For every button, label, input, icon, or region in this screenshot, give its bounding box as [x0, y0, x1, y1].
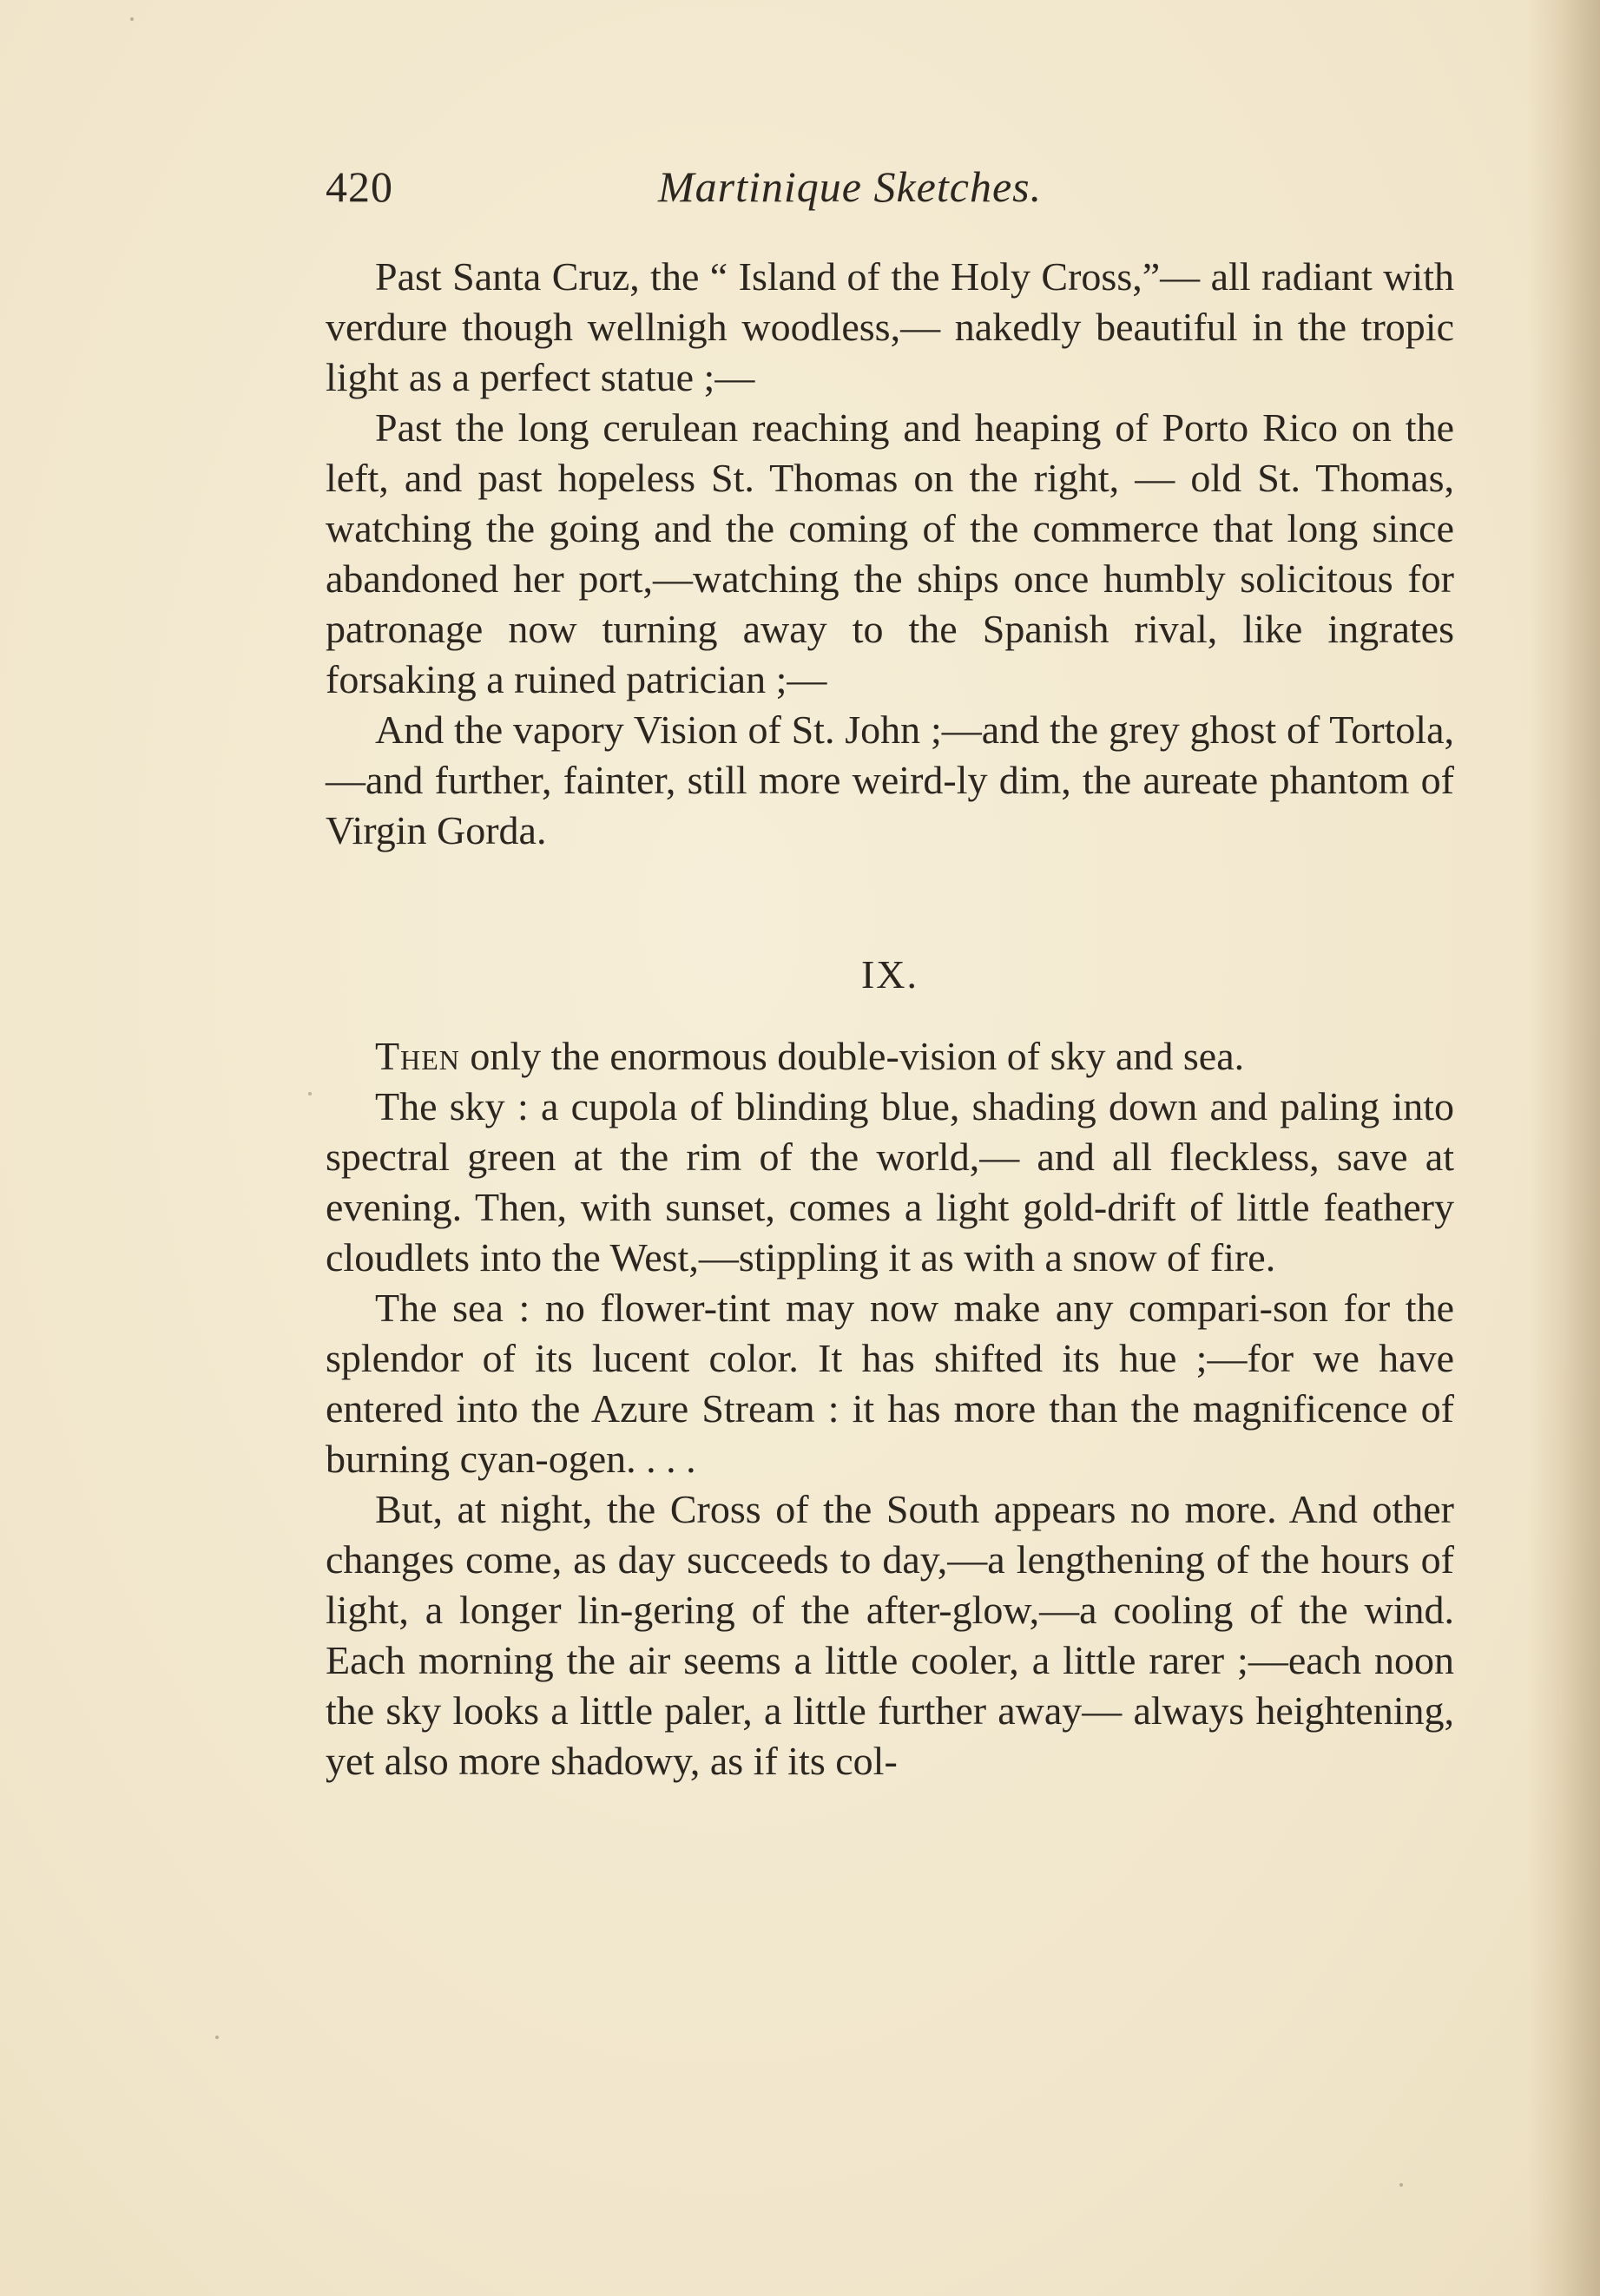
paragraph-double-vision	[326, 1031, 1454, 1082]
paragraph-double-vision-text: only the enormous double-vision of sky and sea.	[459, 1034, 1245, 1078]
section-heading: IX.	[860, 952, 919, 997]
paper-speck	[130, 17, 134, 21]
book-title: Martinique Sketches.	[658, 162, 1043, 211]
paragraph-st-john: And the vapory Vision of St. John ;—and the grey ghost of Tortola,—and further, fainter, still more weird-ly dim, the aureate phantom of Virgin Gorda.	[326, 707, 1454, 852]
drop-word: Then	[375, 1034, 460, 1078]
paragraph-sea: The sea : no flower-tint may now make any compari-son for the splendor of its lucent color. It has shifted its hue ;—for we have entered into the Azure Stream : it has more than the magnificence of burning cyan-ogen. . . .	[326, 1286, 1454, 1481]
paragraph-porto-rico: Past the long cerulean reaching and heaping of Porto Rico on the left, and past hopeless St. Thomas on the right, — old St. Thomas, watching the going and the coming of the commerce that long since abandoned her port,—watching the ships once humbly solicitous for patronage now turning away to the Spanish rival, like ingrates forsaking a ruined patrician ;—	[326, 405, 1454, 701]
paper-speck	[1399, 2183, 1403, 2187]
paragraph-night: But, at night, the Cross of the South appears no more. And other changes come, as day succeeds to day,—a lengthening of the hours of light, a longer lin-gering of the after-glow,—a cooling of the wind. Each morning the air seems a little cooler, a little rarer ;—each noon the sky looks a little paler, a little further away— always heightening, yet also more shadowy, as if its col-	[326, 1487, 1454, 1783]
paper-speck	[308, 1092, 312, 1095]
paper-speck	[215, 2036, 219, 2039]
paper-speck	[1250, 1213, 1254, 1216]
paragraph-sky: The sky : a cupola of blinding blue, shading down and paling into spectral green at the rim of the world,— and all fleckless, save at evening. Then, with sunset, comes a light gold-drift of little feathery cloudlets into the West,—stippling it as with a snow of fire.	[326, 1084, 1454, 1280]
running-head	[326, 161, 1454, 222]
page-number: 420	[326, 162, 393, 211]
paragraph-santa-cruz: Past Santa Cruz, the “ Island of the Holy Cross,”— all radiant with verdure though wellnigh woodless,— nakedly beautiful in the tropic light as a perfect statue ;—	[326, 254, 1454, 399]
body-text	[326, 252, 1454, 1786]
